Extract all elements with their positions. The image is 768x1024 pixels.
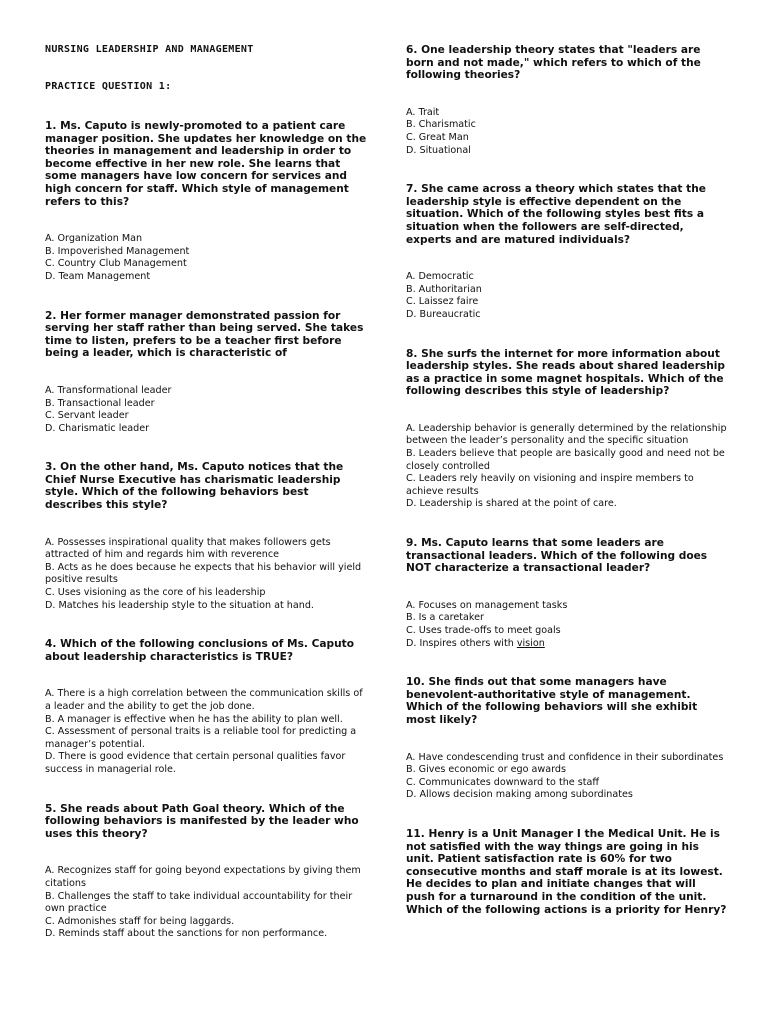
option-c: C. Great Man	[406, 131, 469, 143]
option-d: D. Team Management	[45, 270, 151, 282]
question-1	[45, 120, 367, 284]
question-text: 10. She finds out that some managers have benevolent-authoritative style of management. Which of the following behaviors will she exhibit most likely?	[406, 676, 698, 726]
question-text: 7. She came across a theory which states that the leadership style is effective dependent on the situation. Which of the following styles best fits a situation when the followers are self-directed, experts and are matured individuals?	[406, 183, 706, 246]
option-a: A. There is a high correlation between the communication skills of a leader and the ability to get the job done.	[45, 688, 363, 712]
question-9	[406, 537, 728, 650]
question-text: 1. Ms. Caputo is newly-promoted to a patient care manager position. She updates her knowledge on the theories in management and leadership in order to become effective in her new role. She learns that some managers have low concern for services and high concern for staff. Which style of management refers to this?	[45, 120, 367, 208]
answer-options	[45, 233, 367, 283]
option-b: B. Is a caretaker	[406, 612, 484, 624]
answer-options	[406, 752, 728, 802]
option-a: A. Focuses on management tasks	[406, 599, 568, 611]
answer-options	[45, 688, 367, 776]
option-d: D. Situational	[406, 144, 471, 156]
question-text: 5. She reads about Path Goal theory. Which of the following behaviors is manifested by the leader who uses this theory?	[45, 802, 359, 840]
option-a: A. Possesses inspirational quality that makes followers gets attracted of him and regards him with reverence	[45, 536, 331, 561]
option-d: D. Bureaucratic	[406, 308, 481, 320]
question-text: 3. On the other hand, Ms. Caputo notices that the Chief Nurse Executive has charismatic leadership style. Which of the following behaviors best describes this style?	[45, 461, 344, 512]
question-7	[406, 183, 728, 321]
question-text: 6. One leadership theory states that "leaders are born and not made," which refers to which of the following theories?	[406, 44, 701, 82]
option-c: C. Communicates downward to the staff	[406, 776, 599, 788]
option-c: C. Uses trade-offs to meet goals	[406, 625, 561, 636]
question-text: 9. Ms. Caputo learns that some leaders are transactional leaders. Which of the following does NOT characterize a transactional leader?	[406, 537, 708, 575]
answer-options	[45, 385, 367, 435]
question-text: 8. She surfs the internet for more information about leadership styles. She reads about shared leadership as a practice in some magnet hospitals. Which of the following describes this style of leadership?	[406, 347, 725, 398]
question-8	[406, 348, 728, 512]
option-a: A. Trait	[406, 106, 440, 118]
document-title: NURSING LEADERSHIP AND MANAGEMENT	[45, 44, 254, 55]
answer-options	[45, 537, 367, 613]
question-11	[406, 828, 728, 916]
option-d-text: D. Inspires others with	[406, 637, 517, 649]
option-b: B. Transactional leader	[45, 397, 155, 409]
option-c: C. Servant leader	[45, 410, 129, 422]
option-c: C. Leaders rely heavily on visioning and inspire members to achieve results	[406, 473, 694, 497]
option-d: D. There is good evidence that certain personal qualities favor success in managerial role.	[45, 751, 346, 775]
option-c: C. Uses visioning as the core of his leadership	[45, 587, 266, 599]
question-text: 11. Henry is a Unit Manager I the Medical Unit. He is not satisfied with the way things are going in his unit. Patient satisfaction rate is 60% for two consecutive months and staff morale is at its lowest. He decides to plan and initiate changes that will push for a turnaround in the condition of the unit. Which of the following actions is a priority for Henry?	[406, 827, 727, 916]
option-a: A. Transformational leader	[45, 384, 172, 396]
option-b: B. Charismatic	[406, 119, 476, 131]
option-b: B. Leaders believe that people are basically good and need not be closely controlled	[406, 448, 725, 472]
option-d: D. Leadership is shared at the point of care.	[406, 498, 617, 510]
option-d: D. Matches his leadership style to the situation at hand.	[45, 599, 314, 611]
option-b: B. A manager is effective when he has the ability to plan well.	[45, 713, 343, 725]
option-a: A. Have condescending trust and confidence in their subordinates	[406, 751, 724, 763]
right-column	[406, 44, 728, 942]
practice-label: PRACTICE QUESTION 1:	[45, 81, 172, 92]
option-a: A. Democratic	[406, 271, 474, 283]
option-c: C. Admonishes staff for being laggards.	[45, 915, 235, 927]
left-column	[45, 44, 367, 967]
option-c: C. Laissez faire	[406, 296, 479, 308]
answer-options	[406, 107, 728, 157]
option-b: B. Acts as he does because he expects that his behavior will yield positive results	[45, 561, 362, 586]
option-d	[406, 638, 728, 651]
question-text: 4. Which of the following conclusions of Ms. Caputo about leadership characteristics is TRUE?	[45, 638, 354, 663]
option-c: C. Assessment of personal traits is a reliable tool for predicting a manager’s potential.	[45, 726, 357, 750]
answer-options	[406, 271, 728, 321]
option-b: B. Challenges the staff to take individual accountability for their own practice	[45, 890, 353, 915]
option-a: A. Leadership behavior is generally determined by the relationship between the leader’s personality and the specific situation	[406, 422, 727, 447]
option-a: A. Organization Man	[45, 233, 143, 245]
question-10	[406, 676, 728, 802]
question-5	[45, 803, 367, 941]
option-b: B. Gives economic or ego awards	[406, 764, 566, 776]
option-c: C. Country Club Management	[45, 258, 187, 270]
answer-options	[406, 600, 728, 650]
option-d: D. Allows decision making among subordinates	[406, 789, 633, 801]
question-4	[45, 638, 367, 776]
option-d: D. Reminds staff about the sanctions for non performance.	[45, 928, 328, 940]
answer-options	[406, 423, 728, 511]
option-b: B. Impoverished Management	[45, 245, 190, 257]
question-6	[406, 44, 728, 157]
question-2	[45, 310, 367, 436]
option-d: D. Charismatic leader	[45, 422, 150, 434]
answer-options	[45, 865, 367, 941]
question-3	[45, 461, 367, 612]
option-b: B. Authoritarian	[406, 283, 482, 295]
question-text: 2. Her former manager demonstrated passion for serving her staff rather than being served. She takes time to listen, prefers to be a teacher first before being a leader, which is characteristic of	[45, 309, 364, 360]
vision-link[interactable]: vision	[516, 637, 545, 649]
option-a: A. Recognizes staff for going beyond expectations by giving them citations	[45, 865, 361, 889]
